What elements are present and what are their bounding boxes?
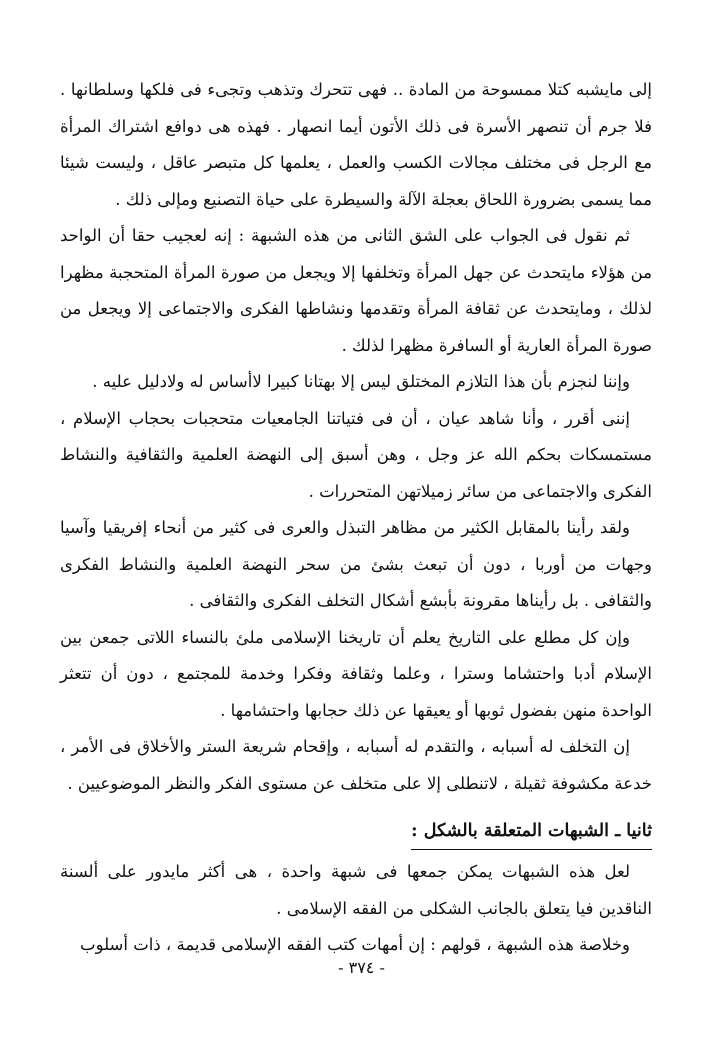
paragraph-7: إن التخلف له أسبابه ، والتقدم له أسبابه ، وإقحام شريعة الستر والأخلاق فى الأمر ، خدعة مكشوفة ثقيلة ، لاتنطلى إلا على متخلف عن مستوى الفكر والنظر الموضوعيين .	[60, 737, 652, 793]
paragraph-6: وإن كل مطلع على التاريخ يعلم أن تاريخنا الإسلامى ملئ بالنساء اللاتى جمعن بين الإسلام أدبا واحتشاما وسترا ، وعلما وثقافة وفكرا وخدمة للمجتمع ، دون أن تتعثر الواحدة منهن بفضول ثوبها أو يعيقها عن ذلك حجابها واحتشامها .	[60, 627, 652, 720]
paragraph-1: إلى مايشبه كتلا ممسوحة من المادة .. فهى تتحرك وتذهب وتجىء فى فلكها وسلطانها . فلا جرم أن تنصهر الأسرة فى ذلك الأتون أيما انصهار . فهذه هى دوافع اشتراك المرأة مع الرجل فى مختلف مجالات الكسب والعمل ، يعلمها كل متبصر عاقل ، وليست شيئا مما يسمى بضرورة اللحاق بعجلة الآلة والسيطرة على حياة التصنيع ومإلى ذلك .	[60, 80, 652, 209]
section-title: ثانيا ـ الشبهات المتعلقة بالشكل :	[411, 814, 652, 850]
paragraph-5: ولقد رأينا بالمقابل الكثير من مظاهر التبذل والعرى فى كثير من أنحاء إفريقيا وآسيا وجهات من أوربا ، دون أن تبعث بشئ من سحر النهضة العلمية والنشاط الفكرى والثقافى . بل رأيناها مقرونة بأبشع أشكال التخلف الفكرى والثقافى .	[60, 518, 652, 610]
paragraph-4: إننى أقرر ، وأنا شاهد عيان ، أن فى فتياتنا الجامعيات متحجبات بحجاب الإسلام ، مستمسكات بحكم الله عز وجل ، وهن أسبق إلى النهضة العلمية والثقافية والنشاط الفكرى والاجتماعى من سائر زميلاتهن المتحررات .	[60, 408, 652, 501]
page-body	[60, 72, 652, 964]
paragraph-8: لعل هذه الشبهات يمكن جمعها فى شبهة واحدة ، هى أكثر مايدور على ألسنة الناقدين فيا يتعلق بالجانب الشكلى من الفقه الإسلامى .	[60, 862, 652, 918]
paragraph-3: وإننا لنجزم بأن هذا التلازم المختلق ليس إلا بهتانا كبيرا لاأساس له ولادليل عليه .	[92, 372, 630, 391]
paragraph-2: ثم نقول فى الجواب على الشق الثانى من هذه الشبهة : إنه لعجيب حقا أن الواحد من هؤلاء مايتحدث عن جهل المرأة وتخلفها إلا ويجعل من صورة المرأة المتحجبة مظهرا لذلك ، ومايتحدث عن ثقافة المرأة وتقدمها ونشاطها الفكرى والاجتماعى إلا ويجعل من صورة المرأة العارية أو السافرة مظهرا لذلك .	[60, 226, 652, 355]
page-number: - ٣٧٤ -	[338, 958, 385, 977]
section-heading-wrap	[60, 802, 652, 854]
paragraph-9: وخلاصة هذه الشبهة ، قولهم : إن أمهات كتب الفقه الإسلامى قديمة ، ذات أسلوب	[80, 935, 630, 954]
